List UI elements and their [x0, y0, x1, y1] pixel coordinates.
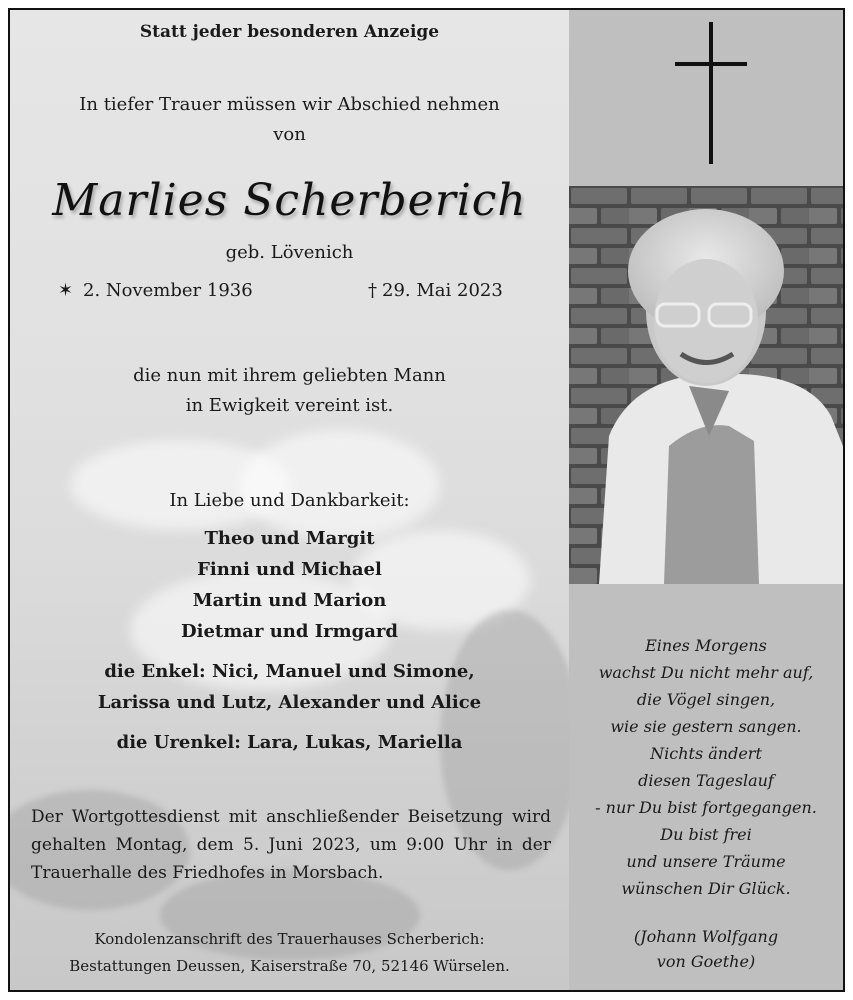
deceased-name: Marlies Scherberich	[52, 175, 527, 226]
great-grandchildren: die Urenkel: Lara, Lukas, Mariella	[116, 732, 463, 753]
poem-line: Du bist frei	[660, 825, 752, 844]
poem-line: Nichts ändert	[650, 744, 762, 763]
poem-line: - nur Du bist fortgegangen.	[595, 798, 817, 817]
reunion-line-1: die nun mit ihrem geliebten Mann	[133, 365, 446, 386]
grandchildren-line-1: die Enkel: Nici, Manuel und Simone,	[104, 661, 475, 682]
death-cross-icon: †	[368, 280, 377, 301]
intro-line-1: In tiefer Trauer müssen wir Abschied nehmen	[79, 94, 500, 115]
cross-icon	[569, 10, 843, 186]
poem-line: und unsere Träume	[626, 852, 786, 871]
poem-line: wünschen Dir Glück.	[621, 879, 791, 898]
mourner: Finni und Michael	[197, 559, 382, 580]
condolence-line-2: Bestattungen Deussen, Kaiserstraße 70, 52146 Würselen.	[69, 957, 510, 975]
intro-line-2: von	[273, 124, 306, 145]
poem-line: Eines Morgens	[645, 636, 767, 655]
header-notice: Statt jeder besonderen Anzeige	[139, 22, 440, 42]
condolence-line-1: Kondolenzanschrift des Trauerhauses Scherberich:	[94, 930, 485, 948]
mourner: Theo und Margit	[204, 528, 375, 549]
death-date: 29. Mai 2023	[382, 280, 503, 301]
mourner: Dietmar und Irmgard	[181, 621, 398, 642]
obituary-frame	[8, 8, 845, 992]
poem-author-line: von Goethe)	[656, 952, 756, 971]
poem-author	[569, 924, 843, 974]
gratitude-intro: In Liebe und Dankbarkeit:	[169, 490, 410, 511]
birth-star-icon: ✶	[58, 280, 74, 301]
poem-line: wie sie gestern sangen.	[610, 717, 802, 736]
poem-line: die Vögel singen,	[636, 690, 776, 709]
mourner: Martin und Marion	[192, 590, 387, 611]
poem	[569, 632, 843, 902]
poem-author-line: (Johann Wolfgang	[633, 927, 779, 946]
portrait-photo	[569, 186, 843, 584]
poem-line: diesen Tageslauf	[638, 771, 774, 790]
poem-line: wachst Du nicht mehr auf,	[598, 663, 814, 682]
right-panel	[569, 10, 843, 990]
birth-date: 2. November 1936	[83, 280, 253, 301]
left-panel	[10, 10, 569, 990]
reunion-line-2: in Ewigkeit vereint ist.	[185, 395, 394, 416]
background-cloud	[240, 430, 440, 540]
service-info: Der Wortgottesdienst mit anschließender Beisetzung wird gehalten Montag, dem 5. Juni 2023, um 9:00 Uhr in der Trauerhalle des Friedhofes in Morsbach.	[31, 807, 551, 883]
maiden-name: geb. Lövenich	[225, 242, 354, 263]
grandchildren-line-2: Larissa und Lutz, Alexander und Alice	[97, 692, 482, 713]
